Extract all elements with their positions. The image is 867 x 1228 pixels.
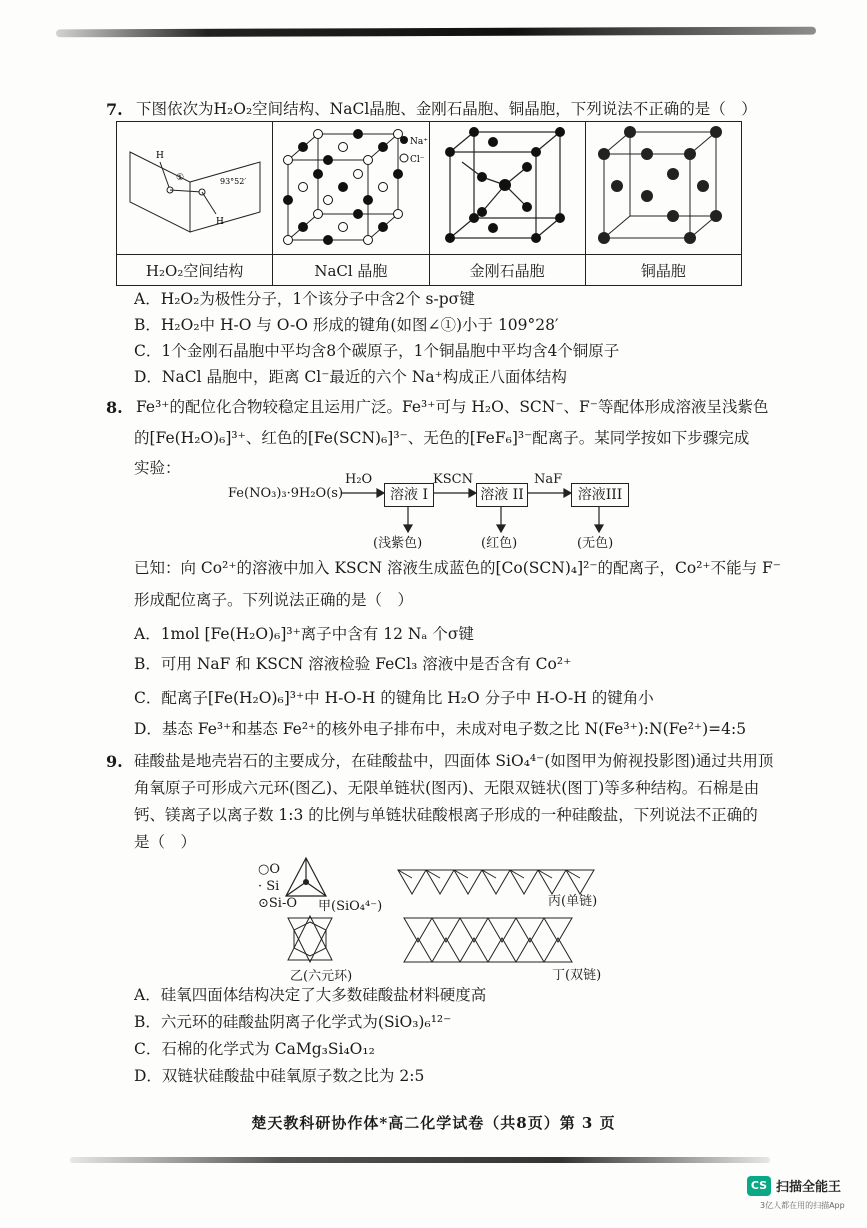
flow-color-2: (红色) — [481, 536, 518, 551]
camscanner-logo-icon: CS — [747, 1176, 771, 1196]
caption-nacl: NaCl 晶胞 — [273, 255, 429, 286]
q8-option-a: A．1mol [Fe(H₂O)₆]³⁺离子中含有 12 Nₐ 个σ键 — [134, 625, 474, 643]
q9-option-c: C．石棉的化学式为 CaMg₃Si₄O₁₂ — [134, 1040, 375, 1058]
label-bing: 丙(单链) — [548, 894, 598, 909]
camscanner-name: 扫描全能王 — [776, 1180, 842, 1195]
flow-reagent-3: NaF — [534, 472, 563, 487]
q8-option-b: B．可用 NaF 和 KSCN 溶液检验 FeCl₃ 溶液中是否含有 Co²⁺ — [134, 655, 572, 673]
q9-option-a: A．硅氧四面体结构决定了大多数硅酸盐材料硬度高 — [134, 986, 487, 1004]
q8-number: 8. — [106, 398, 123, 417]
label-yi: 乙(六元环) — [290, 969, 353, 984]
flow-box-1: 溶液 I — [384, 483, 434, 507]
legend-sio: ⊙Si-O — [258, 896, 298, 911]
q8-known-1: 已知：向 Co²⁺的溶液中加入 KSCN 溶液生成蓝色的[Co(SCN)₄]²⁻的配离子，Co²⁺不能与 F⁻ — [134, 559, 781, 577]
q7-option-a: A．H₂O₂为极性分子，1个该分子中含2个 s-pσ键 — [134, 290, 475, 308]
flow-start: Fe(NO₃)₃·9H₂O(s) — [228, 486, 344, 501]
q8-known-2: 形成配位离子。下列说法正确的是（ ） — [134, 591, 414, 609]
flow-color-3: (无色) — [577, 536, 614, 551]
q7-option-d: D．NaCl 晶胞中，距离 Cl⁻最近的六个 Na⁺构成正八面体结构 — [134, 368, 567, 386]
flow-reagent-2: KSCN — [433, 472, 473, 487]
q8-line-2: 的[Fe(H₂O)₆]³⁺、红色的[Fe(SCN)₆]³⁻、无色的[FeF₆]³⁻配离子。某同学按如下步骤完成 — [134, 429, 750, 447]
q9-line-1: 硅酸盐是地壳岩石的主要成分，在硅酸盐中，四面体 SiO₄⁴⁻(如图甲为俯视投影图)通过共用顶 — [134, 752, 774, 770]
caption-h2o2: H₂O₂空间结构 — [117, 255, 273, 286]
flow-arrows — [0, 0, 867, 560]
flow-box-3: 溶液III — [571, 483, 629, 507]
q9-line-3: 钙、镁离子以离子数 1:3 的比例与单链状硅酸根离子形成的一种硅酸盐，下列说法不正确的 — [134, 806, 758, 824]
nacl-legend-na: Na⁺ — [409, 137, 428, 147]
q7-option-c: C．1个金刚石晶胞中平均含8个碳原子，1个铜晶胞中平均含4个铜原子 — [134, 342, 620, 360]
legend-o: ○O — [258, 862, 281, 877]
page-footer: 楚天教科研协作体*高二化学试卷（共8页）第 3 页 — [251, 1114, 616, 1132]
q8-option-d: D．基态 Fe³⁺和基态 Fe²⁺的核外电子排布中，未成对电子数之比 N(Fe³⁺):N(Fe²⁺)=4:5 — [134, 720, 747, 738]
h2o2-angle: 93°52′ — [219, 177, 246, 186]
flow-box-2: 溶液 II — [476, 483, 528, 507]
caption-diamond: 金刚石晶胞 — [429, 255, 585, 286]
label-ding: 丁(双链) — [552, 968, 602, 983]
q8-line-3: 实验： — [134, 459, 181, 477]
q7-stem: 下图依次为H₂O₂空间结构、NaCl晶胞、金刚石晶胞、铜晶胞，下列说法不正确的是（ ） — [136, 100, 757, 118]
q7-option-b: B．H₂O₂中 H-O 与 O-O 形成的键角(如图∠①)小于 109°28′ — [134, 316, 559, 334]
nacl-legend-cl: Cl⁻ — [409, 155, 425, 165]
flow-color-1: (浅紫色) — [373, 536, 423, 551]
camscanner-tagline: 3亿人都在用的扫描App — [760, 1201, 845, 1210]
q9-number: 9. — [106, 752, 123, 771]
scan-edge-bottom — [70, 1157, 770, 1163]
h2o2-angle-mark: ① — [175, 173, 184, 183]
caption-copper: 铜晶胞 — [585, 255, 741, 286]
q9-option-b: B．六元环的硅酸盐阴离子化学式为(SiO₃)₆¹²⁻ — [134, 1013, 452, 1031]
flow-reagent-1: H₂O — [345, 472, 373, 487]
q8-option-c: C．配离子[Fe(H₂O)₆]³⁺中 H-O-H 的键角比 H₂O 分子中 H-O-H 的键角小 — [134, 689, 654, 707]
silicate-drawings — [280, 850, 600, 980]
q8-line-1: Fe³⁺的配位化合物较稳定且运用广泛。Fe³⁺可与 H₂O、SCN⁻、F⁻等配体形成溶液呈浅紫色 — [136, 398, 769, 416]
h2o2-h-top: H — [155, 151, 164, 161]
label-jia: 甲(SiO₄⁴⁻) — [318, 899, 383, 914]
q7-number: 7. — [106, 100, 123, 119]
q9-option-d: D．双链状硅酸盐中硅氧原子数之比为 2:5 — [134, 1067, 425, 1085]
q9-line-2: 角氧原子可形成六元环(图乙)、无限单链状(图丙)、无限双链状(图丁)等多种结构。石棉是由 — [134, 779, 760, 797]
q9-line-4: 是（ ） — [134, 833, 197, 851]
legend-si: · Si — [258, 879, 280, 894]
h2o2-h-bottom: H — [215, 217, 224, 227]
